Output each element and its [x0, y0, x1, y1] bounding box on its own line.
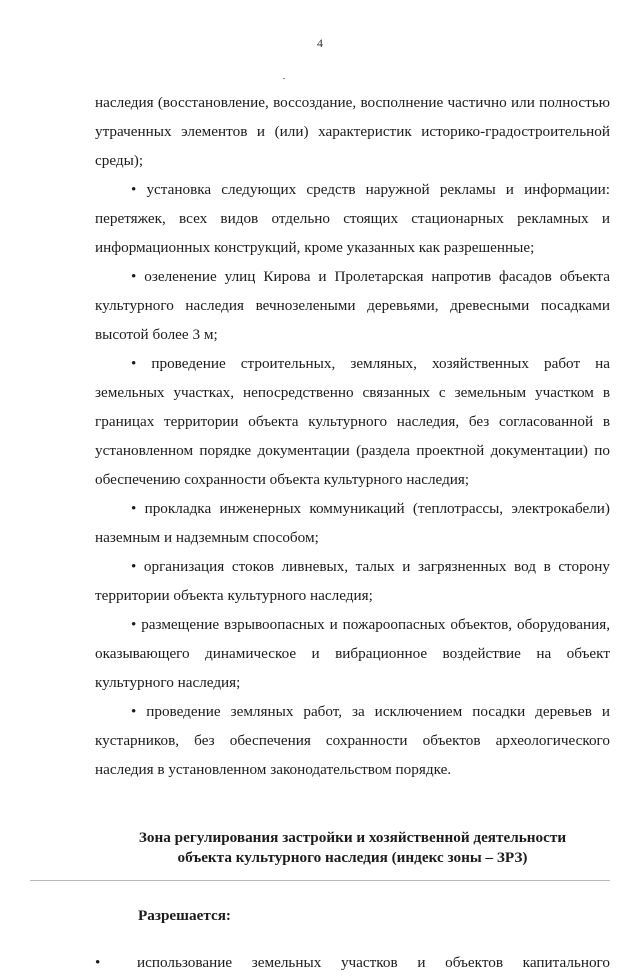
allowed-heading: Разрешается: [138, 907, 231, 924]
list-item-construction-works: • проведение строительных, земляных, хозяйственных работ на земельных участках, непосредственно связанных с земельным участком в границах территории объекта культурного наследия, без согласованной в установленном порядке документации (раздела проектной документации) по обеспечению сохранности объекта культурного наследия; [95, 355, 610, 488]
list-item-greening: • озеленение улиц Кирова и Пролетарская напротив фасадов объекта культурного наследия вечнозелеными деревьями, древесными посадками высотой более 3 м; [95, 268, 610, 343]
section-title [95, 828, 610, 868]
page-number: 4 [317, 36, 323, 50]
list-item-earthworks: • проведение земляных работ, за исключением посадки деревьев и кустарников, без обеспечения сохранности объектов археологического наследия в установленном законодательством порядке. [95, 703, 610, 778]
list-item-hazardous-objects: • размещение взрывоопасных и пожароопасных объектов, оборудования, оказывающего динамическое и вибрационное воздействие на объект культурного наследия; [95, 616, 610, 691]
list-item-land-use-text: использование земельных участков и объектов капитального [137, 954, 610, 971]
section-title-line-2: объекта культурного наследия (индекс зоны – ЗРЗ) [177, 849, 528, 866]
list-item-land-use [95, 948, 610, 977]
section-title-line-1: Зона регулирования застройки и хозяйственной деятельности [138, 829, 567, 846]
list-item-utilities: • прокладка инженерных коммуникаций (теплотрассы, электрокабели) наземным и надземным способом; [95, 500, 610, 546]
list-item-advertising: • установка следующих средств наружной рекламы и информации: перетяжек, всех видов отдельно стоящих стационарных рекламных и информационных конструкций, кроме указанных как разрешенные; [95, 181, 610, 256]
paragraph-continuation: наследия (восстановление, воссоздание, восполнение частично или полностью утраченных элементов и (или) характеристик историко-градостроительной среды); [95, 94, 610, 169]
scan-speck [283, 78, 285, 79]
bullet-marker: • [95, 954, 101, 971]
document-body [95, 88, 610, 977]
list-item-drainage: • организация стоков ливневых, талых и загрязненных вод в сторону территории объекта культурного наследия; [95, 558, 610, 604]
bottom-rule [30, 880, 610, 881]
